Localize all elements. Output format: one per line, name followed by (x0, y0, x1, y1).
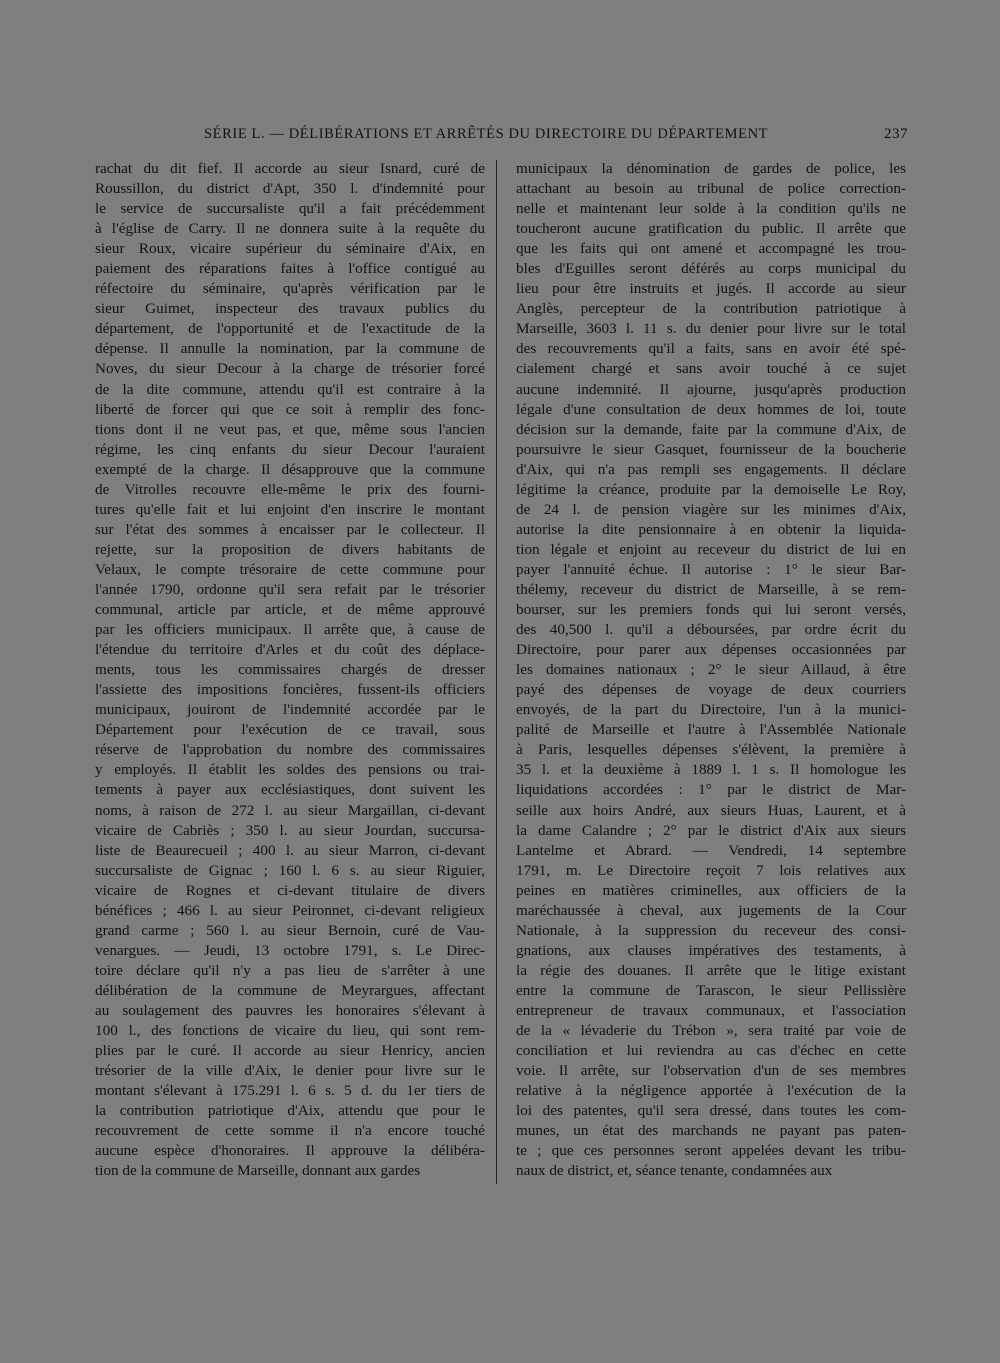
text-line: de la dite commune, attendu qu'il est contraire à la (95, 380, 485, 398)
text-line: tion légale et enjoint au receveur du district de lui en (516, 540, 906, 558)
text-line: rejette, sur la proposition de divers habitants de (95, 540, 485, 558)
text-line: relative à la négligence apportée à l'exécution de la (516, 1082, 906, 1100)
text-line: Marseille, 3603 l. 11 s. du denier pour livre sur le total (516, 320, 906, 338)
text-line: trésorier de la ville d'Aix, le denier pour livre sur le (95, 1062, 485, 1080)
text-line: Anglès, percepteur de la contribution patriotique à (516, 300, 906, 318)
text-line: le service de succursaliste qu'il a fait précédemment (95, 200, 485, 218)
text-line: grand carme ; 560 l. au sieur Bernoin, curé de Vau- (95, 921, 485, 939)
text-line: conciliation et lui reviendra au cas d'échec en cette (516, 1042, 906, 1060)
text-line: tion de la commune de Marseille, donnant aux gardes (95, 1162, 421, 1180)
text-line: département, de l'opportunité et de l'exactitude de la (95, 320, 485, 338)
text-line: nelle et maintenant leur solde à la condition qu'ils ne (516, 200, 906, 218)
column-divider (496, 160, 497, 1184)
left-column (95, 159, 485, 1181)
running-header (96, 126, 910, 148)
text-line: Velaux, le compte trésoraire de cette commune pour (95, 560, 485, 578)
text-line: réserve de l'approbation du nombre des commissaires (95, 741, 485, 759)
text-line: Directoire, pour parer aux dépenses occasionnées par (516, 641, 906, 659)
text-line: sieur Guimet, inspecteur des travaux publics du (95, 300, 485, 318)
text-line: la régie des douanes. Il arrête que le litige existant (516, 961, 906, 979)
text-line: entrepreneur de travaux communaux, et l'association (516, 1001, 906, 1019)
text-line: 1791, m. Le Directoire reçoit 7 lois relatives aux (516, 861, 906, 879)
text-line: autorise la dite pensionnaire à en obtenir la liquida- (516, 520, 906, 538)
text-line: l'assiette des impositions foncières, fussent-ils officiers (95, 681, 485, 699)
text-line: de la « lévaderie du Trébon », sera traité par voie de (516, 1022, 906, 1040)
text-line: vicaire de Cabriès ; 350 l. au sieur Jourdan, succursa- (95, 821, 485, 839)
text-line: Lantelme et Abrard. — Vendredi, 14 septembre (516, 841, 906, 859)
page-number: 237 (884, 126, 908, 142)
text-line: noms, à raison de 272 l. au sieur Margaillan, ci-devant (95, 801, 485, 819)
text-line: d'Aix, qui n'a pas rempli ses engagements. Il déclare (516, 460, 906, 478)
text-line: venargues. — Jeudi, 13 octobre 1791, s. Le Direc- (95, 941, 485, 959)
text-line: l'étendue du territoire d'Arles et du coût des déplace- (95, 641, 485, 659)
text-line: munes, un état des marchands ne payant pas paten- (516, 1122, 906, 1140)
text-line: palité de Marseille et l'autre à l'Assemblée Nationale (516, 721, 906, 739)
text-line: aucune espèce d'honoraires. Il approuve la délibéra- (95, 1142, 485, 1160)
text-line: entre la commune de Tarascon, le sieur Pellissière (516, 981, 906, 999)
text-line: sur l'état des sommes à encaisser par le collecteur. Il (95, 520, 485, 538)
text-line: tures qu'elle fait et lui enjoint d'en inscrire le montant (95, 500, 485, 518)
text-line: peines en matières criminelles, aux officiers de la (516, 881, 906, 899)
text-line: payer l'annuité échue. Il autorise : 1° le sieur Bar- (516, 560, 906, 578)
text-line: que les faits qui ont amené et accompagné les trou- (516, 240, 906, 258)
text-line: au soulagement des pauvres les honoraires s'élevant à (95, 1001, 485, 1019)
text-line: gnations, aux clauses impératives des testaments, à (516, 941, 906, 959)
text-line: ments, tous les commissaires chargés de dresser (95, 661, 485, 679)
text-line: bles d'Eguilles seront déférés au corps municipal du (516, 260, 906, 278)
text-line: délibération de la commune de Meyrargues, affectant (95, 981, 485, 999)
text-line: envoyés, de la part du Directoire, l'un à la munici- (516, 701, 906, 719)
text-line: réfectoire du séminaire, qu'après vérification par le (95, 280, 485, 298)
text-line: liquidations accordées : 1° par le district de Mar- (516, 781, 906, 799)
text-line: la dame Calandre ; 2° par le district d'Aix aux sieurs (516, 821, 906, 839)
text-line: te ; que ces personnes seront appelées devant les tribu- (516, 1142, 906, 1160)
text-line: seille aux hoirs André, aux sieurs Huas, Laurent, et à (516, 801, 906, 819)
text-line: Nationale, à la suppression du receveur des consi- (516, 921, 906, 939)
text-line: à Paris, lesquelles dépenses s'élèvent, la première à (516, 741, 906, 759)
text-line: poursuivre le sieur Gasquet, fournisseur de la boucherie (516, 440, 906, 458)
text-line: la contribution patriotique d'Aix, attendu que pour le (95, 1102, 485, 1120)
text-line: exempté de la charge. Il désapprouve que la commune (95, 460, 485, 478)
text-line: bénéfices ; 466 l. au sieur Peironnet, ci-devant religieux (95, 901, 485, 919)
text-line: thélemy, receveur du district de Marseille, à se rem- (516, 580, 906, 598)
text-line: régime, les cinq enfants du sieur Decour l'auraient (95, 440, 485, 458)
text-line: 100 l., des fonctions de vicaire du lieu, qui sont rem- (95, 1022, 485, 1040)
text-line: liste de Beaurecueil ; 400 l. au sieur Marron, ci-devant (95, 841, 485, 859)
text-line: montant s'élevant à 175.291 l. 6 s. 5 d. du 1er tiers de (95, 1082, 485, 1100)
text-line: lieu pour être instruits et jugés. Il accorde au sieur (516, 280, 906, 298)
text-line: y employés. Il établit les soldes des pensions ou trai- (95, 761, 485, 779)
text-line: recouvrement de cette somme il n'a encore touché (95, 1122, 485, 1140)
text-line: municipaux la dénomination de gardes de police, les (516, 160, 906, 177)
text-line: voie. Il arrête, sur l'observation d'un de ses membres (516, 1062, 906, 1080)
text-line: bourser, sur les premiers fonds qui lui seront versés, (516, 601, 906, 619)
text-line: naux de district, et, séance tenante, condamnées aux (516, 1162, 833, 1180)
text-line: dépense. Il annulle la nomination, par la commune de (95, 340, 485, 358)
text-line: sieur Roux, vicaire supérieur du séminaire d'Aix, en (95, 240, 485, 258)
text-line: tements à payer aux ecclésiastiques, dont suivent les (95, 781, 485, 799)
text-line: maréchaussée à cheval, aux jugements de la Cour (516, 901, 906, 919)
text-line: payé des dépenses de voyage de deux courriers (516, 681, 906, 699)
header-title: SÉRIE L. — DÉLIBÉRATIONS ET ARRÊTÉS DU DIRECTOIRE DU DÉPARTEMENT (204, 126, 769, 142)
text-line: liberté de forcer qui que ce soit à remplir des fonc- (95, 400, 485, 418)
text-line: aucune indemnité. Il ajourne, jusqu'après production (516, 380, 906, 398)
text-line: Département pour l'exécution de ce travail, sous (95, 721, 485, 739)
text-line: à l'église de Carry. Il ne donnera suite à la requête du (95, 220, 485, 238)
text-line: l'année 1790, ordonne qu'il sera refait par le trésorier (95, 580, 485, 598)
text-line: de Vitrolles recouvre elle-même le prix des fourni- (95, 480, 485, 498)
text-line: décision sur la demande, faite par la commune d'Aix, de (516, 420, 906, 438)
text-line: rachat du dit fief. Il accorde au sieur Isnard, curé de (95, 160, 485, 177)
text-line: loi des patentes, qu'il sera dressé, dans toutes les com- (516, 1102, 906, 1120)
text-line: légale d'une consultation de deux hommes de loi, toute (516, 400, 906, 418)
text-line: plies par le curé. Il accorde au sieur Henricy, ancien (95, 1042, 485, 1060)
text-line: toire déclare qu'il n'y a pas lieu de s'arrêter à une (95, 961, 485, 979)
text-line: municipaux, jouiront de l'indemnité accordée par le (95, 701, 485, 719)
text-line: les domaines nationaux ; 2° le sieur Aillaud, à être (516, 661, 906, 679)
right-column (516, 159, 906, 1181)
text-line: vicaire de Rognes et ci-devant titulaire de divers (95, 881, 485, 899)
text-line: paiement des réparations faites à l'office contigué au (95, 260, 485, 278)
text-line: toucheront aucune gratification du public. Il arrête que (516, 220, 906, 238)
text-line: des 40,500 l. qu'il a déboursées, par ordre écrit du (516, 621, 906, 639)
text-line: 35 l. et la deuxième à 1889 l. 1 s. Il homologue les (516, 761, 906, 779)
text-line: des recouvrements qu'il a faits, sans en avoir été spé- (516, 340, 906, 358)
text-line: communal, article par article, et de même approuvé (95, 601, 485, 619)
text-line: attachant au besoin au tribunal de police correction- (516, 180, 906, 198)
text-line: Noves, du sieur Decour à la charge de trésorier forcé (95, 360, 485, 378)
text-line: cialement chargé et sans avoir touché à ce sujet (516, 360, 906, 378)
text-line: de 24 l. de pension viagère sur les minimes d'Aix, (516, 500, 906, 518)
text-line: Roussillon, du district d'Apt, 350 l. d'indemnité pour (95, 180, 485, 198)
text-line: succursaliste de Gignac ; 160 l. 6 s. au sieur Riguier, (95, 861, 485, 879)
text-line: tions dont il ne veut pas, et que, même sous l'ancien (95, 420, 485, 438)
text-line: par les officiers municipaux. Il arrête que, à cause de (95, 621, 485, 639)
text-line: légitime la créance, produite par la demoiselle Le Roy, (516, 480, 906, 498)
